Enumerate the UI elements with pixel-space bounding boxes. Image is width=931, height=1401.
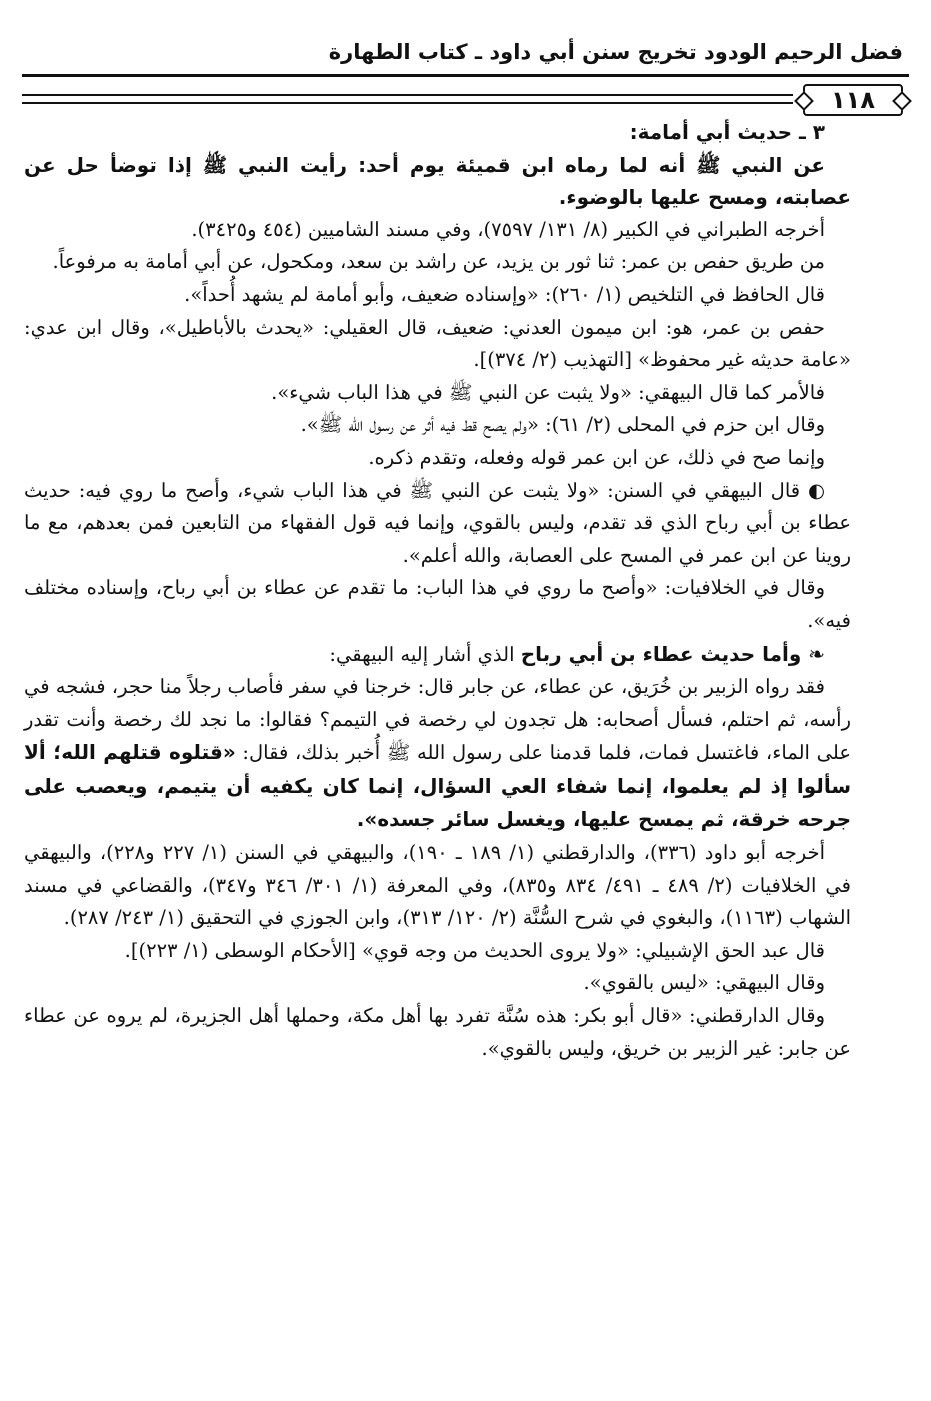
paragraph: أخرجه الطبراني في الكبير (٨/ ١٣١/ ٧٥٩٧)، وفي مسند الشاميين (٤٥٤ و٣٤٢٥). — [191, 217, 825, 241]
paragraph: من طريق حفص بن عمر: ثنا ثور بن يزيد، عن راشد بن سعد، ومكحول، عن أبي أمامة به مرفوعاً. — [52, 250, 825, 274]
subsection-lead: ❧ وأما حديث عطاء بن أبي رباح — [520, 641, 825, 666]
paragraph: فالأمر كما قال البيهقي: «ولا يثبت عن النبي ﷺ في هذا الباب شيء». — [271, 380, 825, 404]
paragraph — [24, 671, 851, 837]
section-title: ٣ ـ حديث أبي أمامة: — [629, 120, 825, 144]
running-title: فضل الرحيم الودود تخريج سنن أبي داود ـ كتاب الطهارة — [328, 40, 903, 64]
subsection-rest: الذي أشار إليه البيهقي: — [329, 642, 521, 666]
paragraph: وقال الدارقطني: «قال أبو بكر: هذه سُنَّة تفرد بها أهل مكة، وحملها أهل الجزيرة، لم يروه عن عطاء عن جابر: غير الزبير بن خريق، وليس بالقوي». — [24, 1004, 851, 1060]
header-double-rule — [22, 94, 793, 104]
paragraph: وإنما صح في ذلك، عن ابن عمر قوله وفعله، وتقدم ذكره. — [368, 445, 825, 469]
paragraph: أخرجه أبو داود (٣٣٦)، والدارقطني (١/ ١٨٩ ـ ١٩٠)، والبيهقي في السنن (١/ ٢٢٧ و٢٢٨)، والبيهقي في الخلافيات (٢/ ٤٨٩ ـ ٤٩١/ ٨٣٤ و٨٣٥)، وفي المعرفة (١/ ٣٠١/ ٣٤٦ و٣٤٧)، والقضاعي في مسند الشهاب (١١٦٣)، والبغوي في شرح السُّنَّة (٢/ ١٢٠/ ٣١٣)، وابن الجوزي في التحقيق (١/ ٢٤٣/ ٢٨٧). — [24, 841, 851, 930]
paragraph: وقال البيهقي: «ليس بالقوي». — [583, 971, 825, 995]
prophetic-saying: «قتلوه قتلهم الله؛ ألا سألوا إذ لم يعلموا، إنما شفاء العي السؤال، إنما كان يكفيه أن يتيمم، ويعصب على جرحه خرقة، ثم يمسح عليها، ويغسل سائر جسده». — [24, 740, 851, 832]
page-body — [24, 116, 851, 1065]
narration-text: فقد رواه الزبير بن خُرَيق، عن عطاء، عن جابر قال: خرجنا في سفر فأصاب رجلاً منا حجر، فشجه في رأسه، ثم احتلم، فسأل أصحابه: هل تجدون لي رخصة في التيمم؟ فقالوا: ما نجد لك رخصة وأنت تقدر على الماء، فاغتسل فمات، فلما قدمنا على رسول الله ﷺ أُخبر بذلك، فقال: — [24, 675, 851, 765]
page-header — [22, 32, 909, 112]
paragraph: ◐ قال البيهقي في السنن: «ولا يثبت عن النبي ﷺ في هذا الباب شيء، وأصح ما روي فيه: حديث عطاء بن أبي رباح الذي قد تقدم، وليس بالقوي، وإنما فيه قول الفقهاء من التابعين فمن بعدهم، مع ما روينا عن ابن عمر في المسح على العصابة، والله أعلم». — [24, 478, 851, 567]
header-rule — [22, 74, 909, 77]
subsection-heading — [24, 638, 851, 672]
hadith-text: عن النبي ﷺ أنه لما رماه ابن قميئة يوم أحد: رأيت النبي ﷺ إذا توضأ حل عن عصابته، ومسح عليها بالوضوء. — [24, 152, 851, 210]
paragraph: حفص بن عمر، هو: ابن ميمون العدني: ضعيف، قال العقيلي: «يحدث بالأباطيل»، وقال ابن عدي: «عامة حديثه غير محفوظ» [التهذيب (٢/ ٣٧٤)]. — [24, 315, 851, 372]
paragraph: قال عبد الحق الإشبيلي: «ولا يروى الحديث من وجه قوي» [الأحكام الوسطى (١/ ٢٢٣)]. — [124, 938, 825, 962]
page-number: ١١٨ — [803, 84, 903, 116]
paragraph: وقال ابن حزم في المحلى (٢/ ٦١): «ولم يصح قط فيه أثر عن رسول الله ﷺ». — [300, 413, 825, 437]
paragraph: وقال في الخلافيات: «وأصح ما روي في هذا الباب: ما تقدم عن عطاء بن أبي رباح، وإسناده مختلف فيه». — [24, 576, 851, 632]
paragraph: قال الحافظ في التلخيص (١/ ٢٦٠): «وإسناده ضعيف، وأبو أمامة لم يشهد أُحداً». — [184, 282, 825, 306]
